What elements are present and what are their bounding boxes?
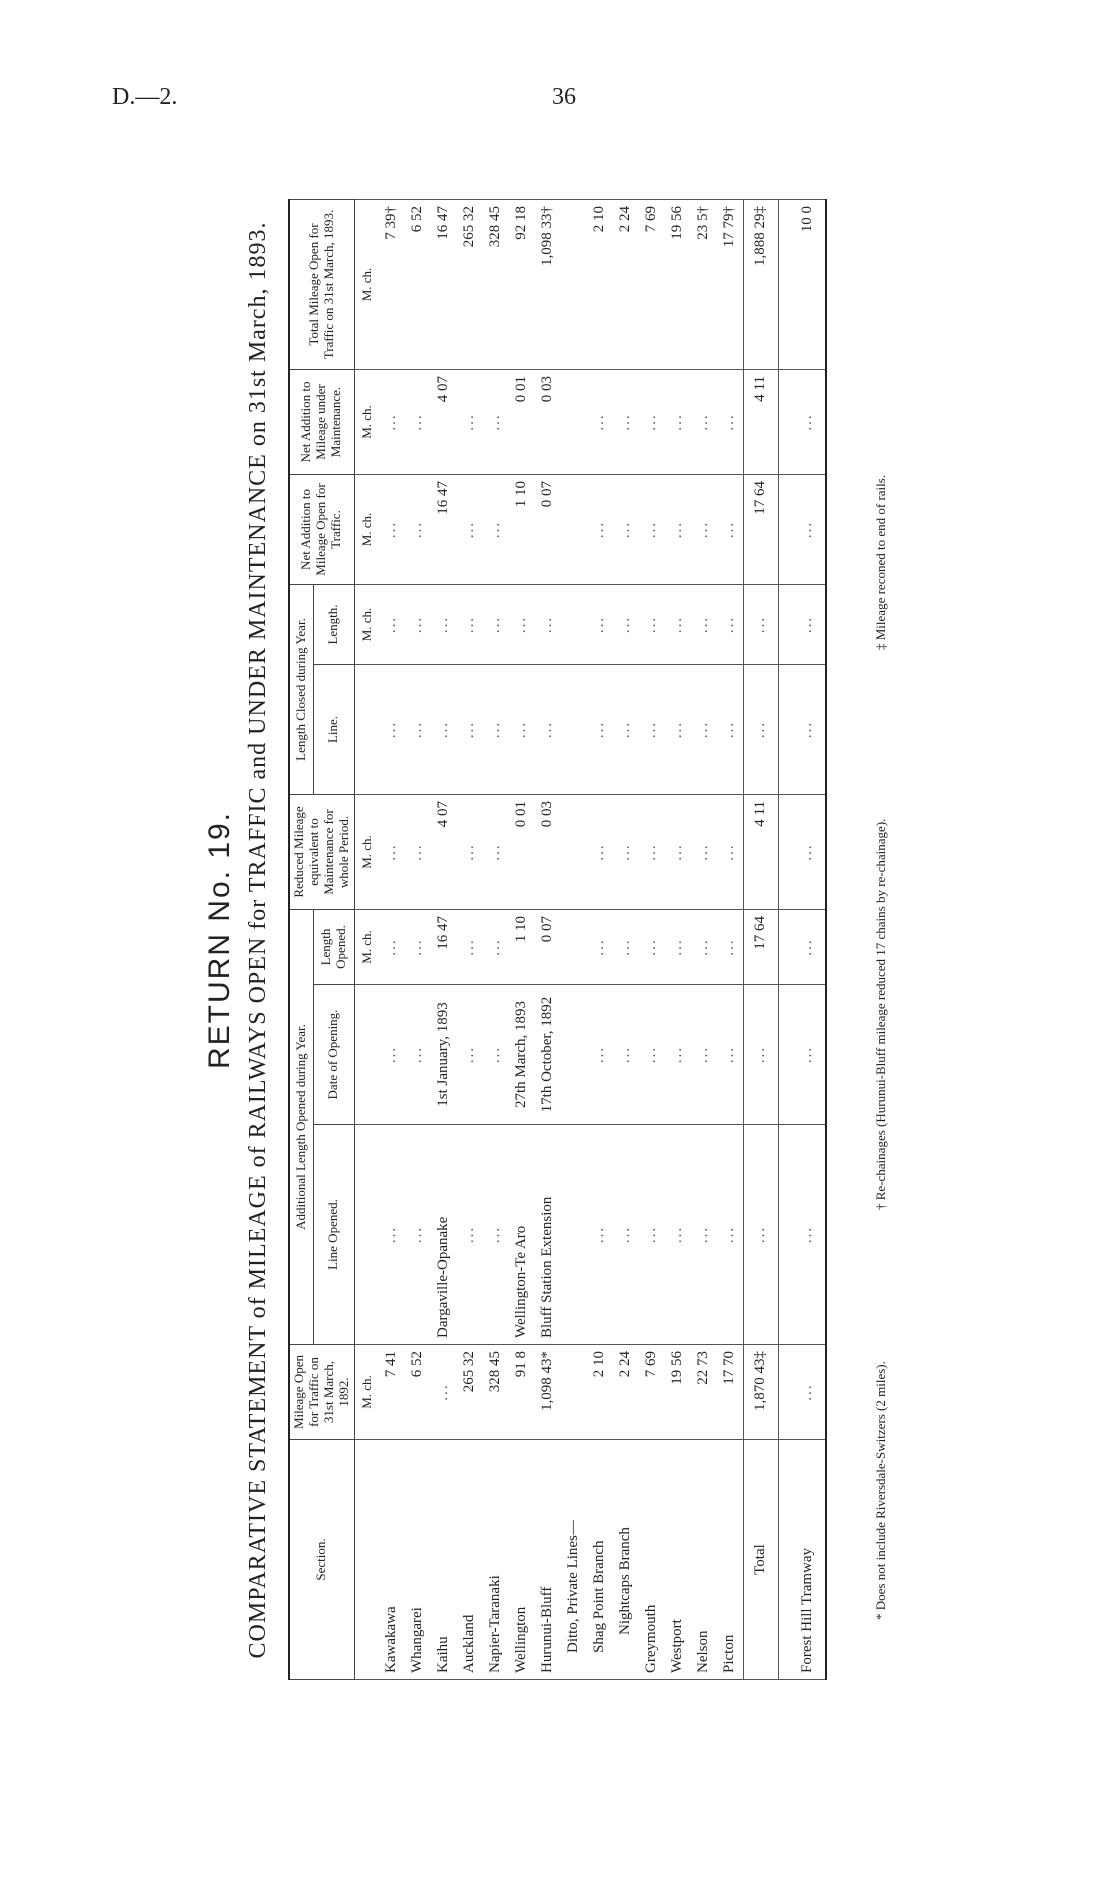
reduced-mileage-cell: ... <box>379 795 405 910</box>
table-row <box>639 199 665 1679</box>
section-heading: Ditto, Private Lines— <box>561 1440 587 1680</box>
net-maintenance-cell: ... <box>691 369 717 474</box>
closed-length-cell: ... <box>483 584 509 664</box>
page-number: 36 <box>552 84 576 110</box>
closed-line-cell: ... <box>791 665 826 795</box>
section-name: Greymouth <box>639 1440 665 1680</box>
col-closed-length: Length. <box>313 584 354 664</box>
net-maintenance-cell: ... <box>717 369 744 474</box>
date-opening-cell: ... <box>613 985 639 1125</box>
return-title: RETURN No. 19. <box>203 810 236 1070</box>
net-traffic-cell: 16 47 <box>431 474 457 584</box>
length-opened-cell: ... <box>791 910 826 985</box>
line-opened-cell: Bluff Station Extension <box>535 1125 561 1345</box>
closed-length-cell: ... <box>457 584 483 664</box>
net-maintenance-cell: ... <box>587 369 613 474</box>
table-row <box>613 199 639 1679</box>
line-opened-cell: ... <box>665 1125 691 1345</box>
line-opened-cell: ... <box>613 1125 639 1345</box>
total-net-traffic: 17 64 <box>743 474 778 584</box>
line-opened-cell: ... <box>717 1125 744 1345</box>
closed-length-cell: ... <box>717 584 744 664</box>
closed-line-cell: ... <box>431 665 457 795</box>
total-mileage-1892: 1,870 43‡ <box>743 1345 778 1440</box>
reduced-mileage-cell: ... <box>791 795 826 910</box>
unit-label: M. ch. <box>354 474 379 584</box>
date-opening-cell: ... <box>379 985 405 1125</box>
total-1893-cell: 17 79† <box>717 199 744 369</box>
total-reduced-mileage: 4 11 <box>743 795 778 910</box>
length-opened-cell: ... <box>457 910 483 985</box>
line-opened-cell: ... <box>691 1125 717 1345</box>
reduced-mileage-cell: ... <box>691 795 717 910</box>
date-opening-cell: ... <box>791 985 826 1125</box>
reduced-mileage-cell: ... <box>639 795 665 910</box>
length-opened-cell: ... <box>613 910 639 985</box>
unit-label: M. ch. <box>354 1345 379 1440</box>
closed-line-cell: ... <box>691 665 717 795</box>
section-name: Nightcaps Branch <box>613 1440 639 1680</box>
mileage-1892-cell: 265 32 <box>457 1345 483 1440</box>
length-opened-cell: ... <box>405 910 431 985</box>
closed-length-cell: ... <box>639 584 665 664</box>
net-traffic-cell: ... <box>639 474 665 584</box>
tramway-row <box>791 199 826 1679</box>
section-name: Wellington <box>509 1440 535 1680</box>
mileage-1892-cell: 22 73 <box>691 1345 717 1440</box>
section-name: Kaihu <box>431 1440 457 1680</box>
units-row <box>354 199 379 1679</box>
mileage-1892-cell: 7 41 <box>379 1345 405 1440</box>
net-traffic-cell: ... <box>483 474 509 584</box>
total-1893-cell: 265 32 <box>457 199 483 369</box>
closed-line-cell: ... <box>509 665 535 795</box>
reduced-mileage-cell: 4 07 <box>431 795 457 910</box>
net-maintenance-cell: ... <box>665 369 691 474</box>
net-maintenance-cell: ... <box>791 369 826 474</box>
section-name: Forest Hill Tramway <box>791 1440 826 1680</box>
section-name: Auckland <box>457 1440 483 1680</box>
closed-line-cell: ... <box>665 665 691 795</box>
net-maintenance-cell: ... <box>379 369 405 474</box>
page-header <box>0 84 1114 124</box>
col-date-of-opening: Date of Opening. <box>313 985 354 1125</box>
net-traffic-cell: ... <box>379 474 405 584</box>
closed-length-cell: ... <box>405 584 431 664</box>
col-closed-group: Length Closed during Year. <box>289 584 313 794</box>
total-closed-line: ... <box>743 665 778 795</box>
mileage-1892-cell: 1,098 43* <box>535 1345 561 1440</box>
mileage-1892-cell: 19 56 <box>665 1345 691 1440</box>
reduced-mileage-cell: ... <box>613 795 639 910</box>
table-row <box>665 199 691 1679</box>
rotated-return-page <box>183 160 1083 1720</box>
total-1893-cell: 2 24 <box>613 199 639 369</box>
closed-line-cell: ... <box>639 665 665 795</box>
closed-line-cell: ... <box>405 665 431 795</box>
section-name: Whangarei <box>405 1440 431 1680</box>
closed-length-cell: ... <box>379 584 405 664</box>
footnote-double-dagger: ‡ Mileage reconed to end of rails. <box>873 474 888 650</box>
total-total-1893: 1,888 29‡ <box>743 199 778 369</box>
col-section: Section. <box>289 1440 354 1680</box>
date-opening-cell: ... <box>717 985 744 1125</box>
net-maintenance-cell: ... <box>405 369 431 474</box>
total-1893-cell: 19 56 <box>665 199 691 369</box>
section-name: Picton <box>717 1440 744 1680</box>
mileage-1892-cell: 2 24 <box>613 1345 639 1440</box>
closed-length-cell: ... <box>509 584 535 664</box>
date-opening-cell: ... <box>691 985 717 1125</box>
reduced-mileage-cell: ... <box>665 795 691 910</box>
line-opened-cell: ... <box>457 1125 483 1345</box>
net-maintenance-cell: ... <box>639 369 665 474</box>
col-net-maintenance: Net Addition to Mileage under Maintenance. <box>289 369 354 474</box>
line-opened-cell: Wellington-Te Aro <box>509 1125 535 1345</box>
footnote-dagger: † Re-chainages (Hurunui-Bluff mileage reduced 17 chains by re-chainage). <box>873 818 888 1210</box>
section-name: Shag Point Branch <box>587 1440 613 1680</box>
net-traffic-cell: ... <box>405 474 431 584</box>
net-traffic-cell: ... <box>717 474 744 584</box>
closed-length-cell: ... <box>665 584 691 664</box>
line-opened-cell: ... <box>639 1125 665 1345</box>
closed-line-cell: ... <box>587 665 613 795</box>
statement-title: COMPARATIVE STATEMENT of MILEAGE of RAILWAYS OPEN for TRAFFIC and UNDER MAINTENANCE on 31st March, 1893. <box>245 221 271 1659</box>
length-opened-cell: ... <box>665 910 691 985</box>
document-code: D.—2. <box>112 84 178 110</box>
closed-line-cell: ... <box>379 665 405 795</box>
total-1893-cell: 16 47 <box>431 199 457 369</box>
col-mileage-1892: Mileage Open for Traffic on 31st March, 1892. <box>289 1345 354 1440</box>
col-total-1893: Total Mileage Open for Traffic on 31st March, 1893. <box>289 199 354 369</box>
line-opened-cell: ... <box>405 1125 431 1345</box>
length-opened-cell: 0 07 <box>535 910 561 985</box>
unit-label: M. ch. <box>354 369 379 474</box>
closed-line-cell: ... <box>717 665 744 795</box>
net-traffic-cell: ... <box>665 474 691 584</box>
section-name: Napier-Taranaki <box>483 1440 509 1680</box>
net-maintenance-cell: 0 03 <box>535 369 561 474</box>
mileage-1892-cell: 91 8 <box>509 1345 535 1440</box>
mileage-1892-cell: 17 70 <box>717 1345 744 1440</box>
total-1893-cell: 7 39† <box>379 199 405 369</box>
total-1893-cell: 1,098 33† <box>535 199 561 369</box>
total-1893-cell: 2 10 <box>587 199 613 369</box>
length-opened-cell: ... <box>379 910 405 985</box>
net-traffic-cell: ... <box>691 474 717 584</box>
table-row <box>379 199 405 1679</box>
date-opening-cell: ... <box>457 985 483 1125</box>
col-line-opened: Line Opened. <box>313 1125 354 1345</box>
closed-length-cell: ... <box>587 584 613 664</box>
total-1893-cell: 328 45 <box>483 199 509 369</box>
net-maintenance-cell: 0 01 <box>509 369 535 474</box>
mileage-table <box>288 199 827 1680</box>
length-opened-cell: ... <box>639 910 665 985</box>
unit-label: M. ch. <box>354 584 379 664</box>
total-1893-cell: 6 52 <box>405 199 431 369</box>
date-opening-cell: ... <box>483 985 509 1125</box>
line-opened-cell: ... <box>587 1125 613 1345</box>
col-length-opened: Length Opened. <box>313 910 354 985</box>
net-traffic-cell: ... <box>791 474 826 584</box>
line-opened-cell: ... <box>791 1125 826 1345</box>
line-opened-cell: ... <box>379 1125 405 1345</box>
line-opened-cell: ... <box>483 1125 509 1345</box>
net-traffic-cell: ... <box>457 474 483 584</box>
reduced-mileage-cell: ... <box>717 795 744 910</box>
unit-label: M. ch. <box>354 795 379 910</box>
date-opening-cell: ... <box>405 985 431 1125</box>
reduced-mileage-cell: 0 03 <box>535 795 561 910</box>
total-line-opened: ... <box>743 1125 778 1345</box>
length-opened-cell: ... <box>717 910 744 985</box>
date-opening-cell: 27th March, 1893 <box>509 985 535 1125</box>
total-1893-cell: 92 18 <box>509 199 535 369</box>
col-net-traffic: Net Addition to Mileage Open for Traffic. <box>289 474 354 584</box>
total-1893-cell: 7 69 <box>639 199 665 369</box>
mileage-1892-cell: ... <box>791 1345 826 1440</box>
length-opened-cell: 16 47 <box>431 910 457 985</box>
closed-length-cell: ... <box>535 584 561 664</box>
date-opening-cell: ... <box>639 985 665 1125</box>
total-1893-cell: 10 0 <box>791 199 826 369</box>
length-opened-cell: 1 10 <box>509 910 535 985</box>
closed-length-cell: ... <box>431 584 457 664</box>
table-row <box>535 199 561 1679</box>
section-name: Kawakawa <box>379 1440 405 1680</box>
total-date-opening: ... <box>743 985 778 1125</box>
unit-label: M. ch. <box>354 199 379 369</box>
net-maintenance-cell: ... <box>483 369 509 474</box>
unit-label: M. ch. <box>354 910 379 985</box>
reduced-mileage-cell: ... <box>483 795 509 910</box>
length-opened-cell: ... <box>587 910 613 985</box>
col-additional-group: Additional Length Opened during Year. <box>289 910 313 1345</box>
col-closed-line: Line. <box>313 665 354 795</box>
mileage-1892-cell: 328 45 <box>483 1345 509 1440</box>
mileage-1892-cell: ... <box>431 1345 457 1440</box>
table-row <box>717 199 744 1679</box>
closed-line-cell: ... <box>483 665 509 795</box>
section-name: Hurunui-Bluff <box>535 1440 561 1680</box>
closed-length-cell: ... <box>691 584 717 664</box>
table-row <box>483 199 509 1679</box>
mileage-1892-cell: 6 52 <box>405 1345 431 1440</box>
table-row <box>431 199 457 1679</box>
closed-line-cell: ... <box>535 665 561 795</box>
table-row <box>691 199 717 1679</box>
date-opening-cell: 1st January, 1893 <box>431 985 457 1125</box>
net-maintenance-cell: ... <box>613 369 639 474</box>
reduced-mileage-cell: 0 01 <box>509 795 535 910</box>
date-opening-cell: ... <box>665 985 691 1125</box>
net-traffic-cell: ... <box>613 474 639 584</box>
net-maintenance-cell: 4 07 <box>431 369 457 474</box>
reduced-mileage-cell: ... <box>587 795 613 910</box>
reduced-mileage-cell: ... <box>405 795 431 910</box>
table-row <box>405 199 431 1679</box>
total-row <box>743 199 778 1679</box>
closed-line-cell: ... <box>457 665 483 795</box>
net-traffic-cell: ... <box>587 474 613 584</box>
table-row <box>509 199 535 1679</box>
date-opening-cell: 17th October, 1892 <box>535 985 561 1125</box>
closed-line-cell: ... <box>613 665 639 795</box>
total-1893-cell: 23 5† <box>691 199 717 369</box>
table-row-heading <box>561 199 587 1679</box>
net-maintenance-cell: ... <box>457 369 483 474</box>
reduced-mileage-cell: ... <box>457 795 483 910</box>
table-row <box>457 199 483 1679</box>
mileage-1892-cell: 2 10 <box>587 1345 613 1440</box>
line-opened-cell: Dargaville-Opanake <box>431 1125 457 1345</box>
table-row <box>587 199 613 1679</box>
closed-length-cell: ... <box>791 584 826 664</box>
total-net-maintenance: 4 11 <box>743 369 778 474</box>
total-closed-length: ... <box>743 584 778 664</box>
closed-length-cell: ... <box>613 584 639 664</box>
section-name: Westport <box>665 1440 691 1680</box>
total-length-opened: 17 64 <box>743 910 778 985</box>
total-label: Total <box>743 1440 778 1680</box>
mileage-1892-cell: 7 69 <box>639 1345 665 1440</box>
net-traffic-cell: 0 07 <box>535 474 561 584</box>
section-name: Nelson <box>691 1440 717 1680</box>
col-reduced-mileage: Reduced Mileage equivalent to Maintenance for whole Period. <box>289 795 354 910</box>
net-traffic-cell: 1 10 <box>509 474 535 584</box>
footnote-asterisk: * Does not include Riversdale-Switzers (2 miles). <box>873 1361 888 1620</box>
length-opened-cell: ... <box>483 910 509 985</box>
date-opening-cell: ... <box>587 985 613 1125</box>
length-opened-cell: ... <box>691 910 717 985</box>
